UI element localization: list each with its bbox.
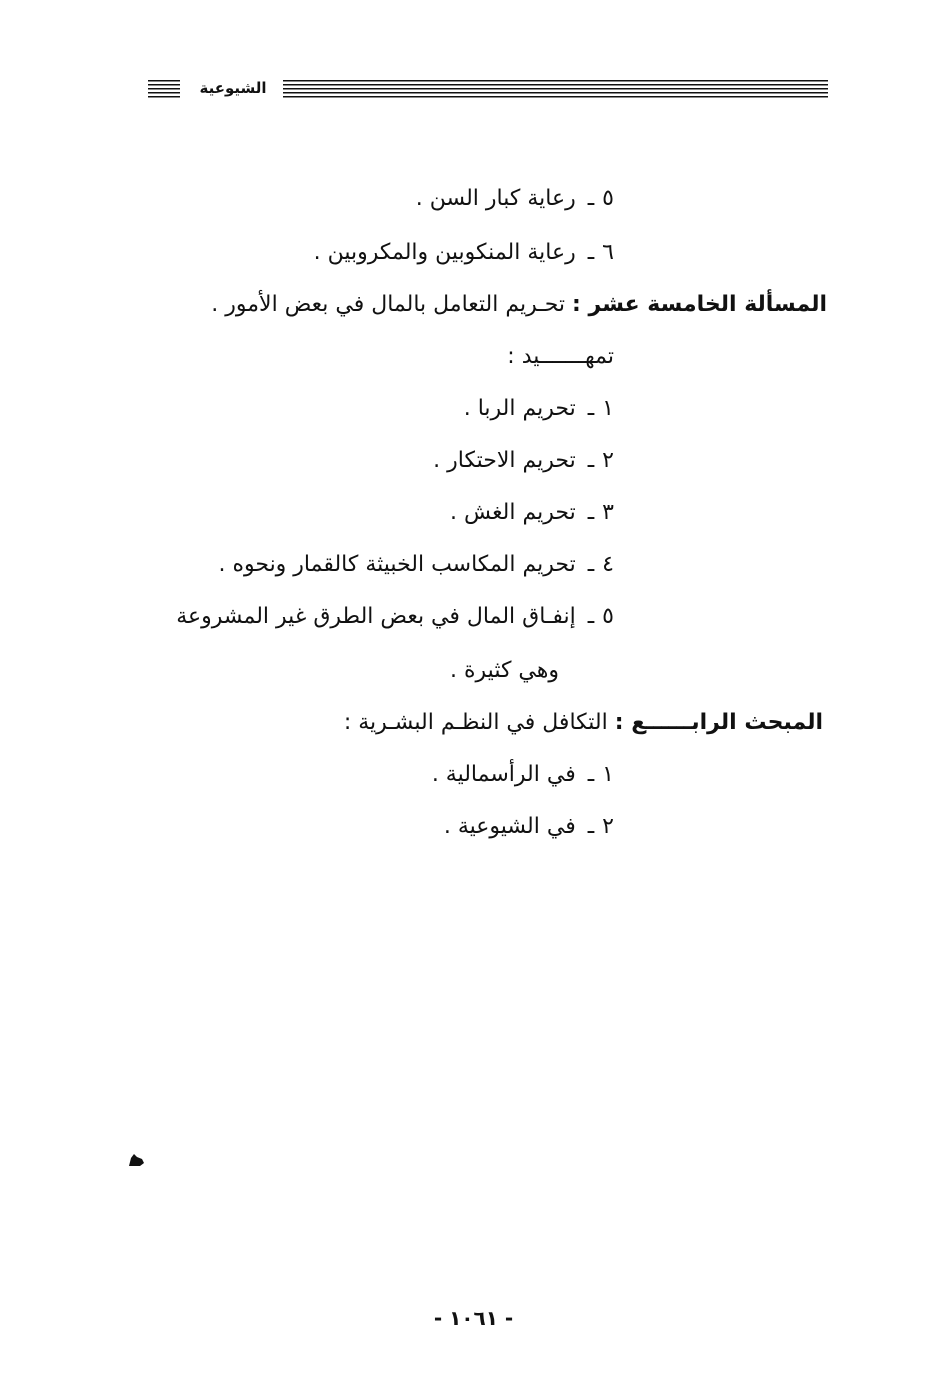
item-text: تحريم الاحتكار . bbox=[433, 448, 576, 473]
item-text: في الرأسمالية . bbox=[431, 762, 576, 787]
list-item bbox=[218, 550, 614, 580]
item-number: ١ bbox=[602, 396, 614, 421]
item-dash: ـ bbox=[587, 240, 595, 265]
item-text: رعاية كبار السن . bbox=[415, 186, 576, 211]
list-item bbox=[433, 446, 614, 476]
item-number: ٦ bbox=[602, 240, 614, 265]
item-text: إنفـاق المال في بعض الطرق غير المشروعة bbox=[176, 604, 576, 629]
item-number: ٥ bbox=[602, 604, 614, 629]
heading-text: التكافل في النظـم البشـرية : bbox=[343, 710, 608, 735]
heading-label: المسألة الخامسة عشر : bbox=[572, 292, 827, 317]
list-item bbox=[416, 184, 614, 214]
item-dash: ـ bbox=[587, 604, 595, 629]
running-header bbox=[148, 78, 828, 100]
item-text: في الشيوعية . bbox=[443, 814, 576, 839]
item-text: رعاية المنكوبين والمكروبين . bbox=[313, 240, 576, 265]
item-text: تحريم المكاسب الخبيثة كالقمار ونحوه . bbox=[218, 552, 576, 577]
list-item bbox=[176, 602, 614, 632]
page-number: - ١٠٦١ - bbox=[433, 1306, 514, 1330]
item-dash: ـ bbox=[587, 814, 595, 839]
heading-text: تحـريم التعامل بالمال في بعض الأمور . bbox=[211, 292, 566, 317]
item-dash: ـ bbox=[587, 762, 595, 787]
list-item bbox=[464, 394, 614, 424]
list-item bbox=[314, 238, 614, 268]
item-dash: ـ bbox=[587, 448, 595, 473]
continuation-text: وهي كثيرة . bbox=[450, 658, 559, 683]
item-number: ٢ bbox=[602, 814, 614, 839]
intro-text: تمهـــــــيد : bbox=[507, 344, 614, 369]
section-heading bbox=[344, 708, 823, 738]
item-text: تحريم الربا . bbox=[463, 396, 576, 421]
header-rule-right bbox=[148, 80, 180, 98]
ink-blot bbox=[126, 1152, 146, 1168]
item-number: ٤ bbox=[602, 552, 614, 577]
continuation-line bbox=[450, 656, 559, 686]
item-dash: ـ bbox=[587, 186, 595, 211]
heading-label: المبحث الرابــــــع : bbox=[614, 710, 823, 735]
item-number: ٥ bbox=[602, 186, 614, 211]
list-item bbox=[450, 498, 614, 528]
item-dash: ـ bbox=[587, 552, 595, 577]
item-dash: ـ bbox=[587, 500, 595, 525]
intro-label bbox=[507, 342, 614, 372]
item-text: تحريم الغش . bbox=[450, 500, 576, 525]
item-dash: ـ bbox=[587, 396, 595, 421]
list-item bbox=[444, 812, 614, 842]
item-number: ٣ bbox=[602, 500, 614, 525]
section-heading bbox=[211, 290, 827, 320]
item-number: ٢ bbox=[602, 448, 614, 473]
header-rule-left bbox=[283, 80, 828, 98]
header-title: الشيوعية bbox=[199, 79, 267, 97]
list-item bbox=[432, 760, 614, 790]
item-number: ١ bbox=[602, 762, 614, 787]
